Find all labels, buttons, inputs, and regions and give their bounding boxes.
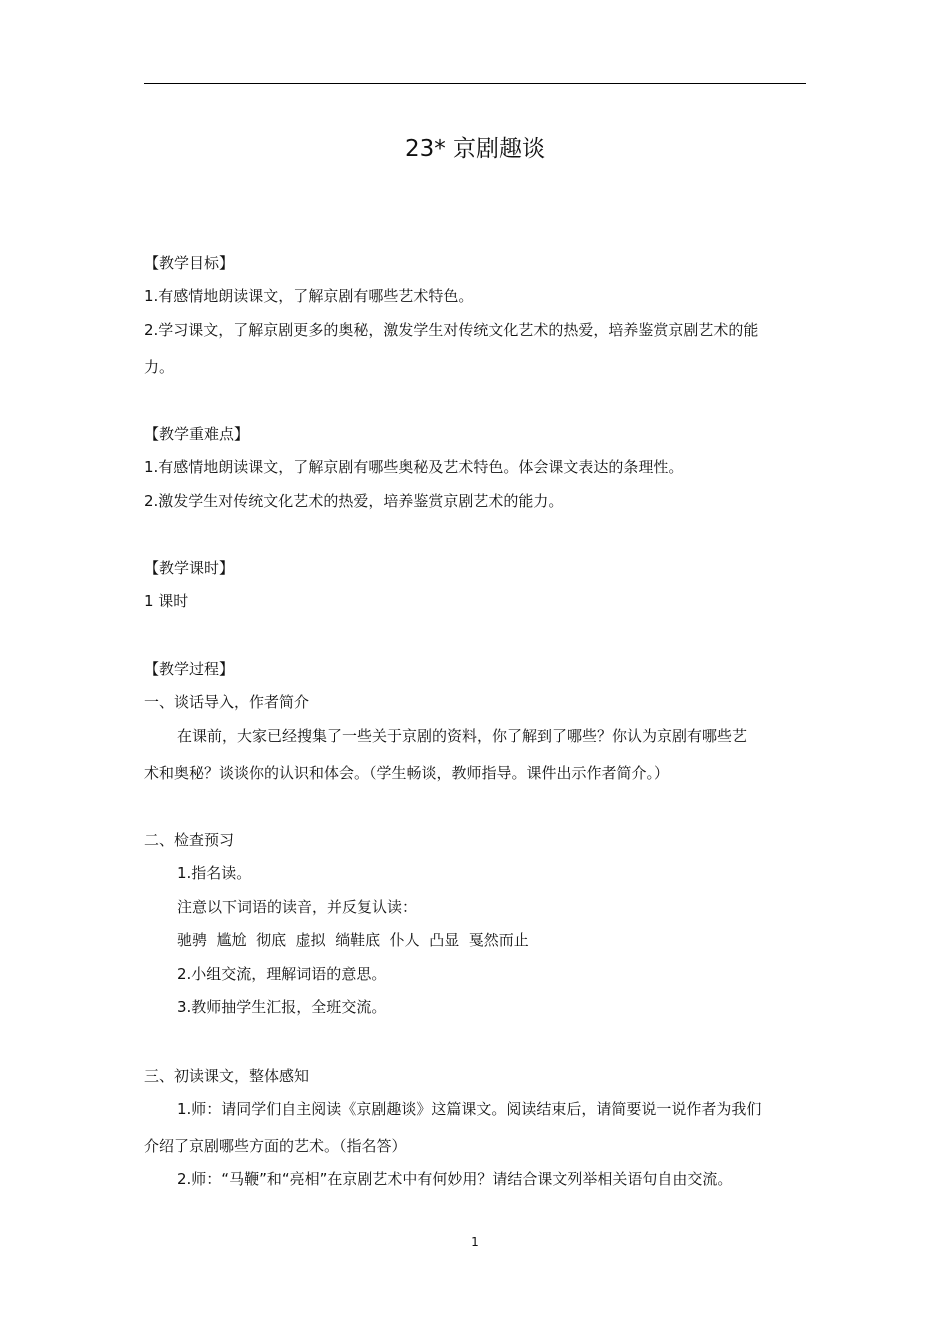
key-point-item-2: 2.激发学生对传统文化艺术的热爱，培养鉴赏京剧艺术的能力。 [144,492,564,510]
objective-item-2-line-2: 力。 [144,358,175,376]
class-hours-value: 1 课时 [144,592,189,610]
key-points-heading: 【教学重难点】 [144,425,250,443]
part-2-title: 二、检查预习 [144,831,235,849]
part-3-question-2: 2.师：“马鞭”和“亮相”在京剧艺术中有何妙用？请结合课文列举相关语句自由交流。 [177,1170,733,1188]
part-2-step-2: 2.小组交流，理解词语的意思。 [177,965,387,983]
process-heading: 【教学过程】 [144,660,235,678]
objective-item-1: 1.有感情地朗读课文，了解京剧有哪些艺术特色。 [144,287,474,305]
part-2-note: 注意以下词语的读音，并反复认读： [177,898,418,916]
key-point-item-1: 1.有感情地朗读课文，了解京剧有哪些奥秘及艺术特色。体会课文表达的条理性。 [144,458,684,476]
part-1-paragraph-line-1: 在课前，大家已经搜集了一些关于京剧的资料，你了解到了哪些？你认为京剧有哪些艺 [177,727,748,745]
page-number: 1 [471,1235,479,1249]
objectives-heading: 【教学目标】 [144,254,235,272]
objective-item-2-line-1: 2.学习课文，了解京剧更多的奥秘，激发学生对传统文化艺术的热爱，培养鉴赏京剧艺术的能 [144,321,759,339]
class-hours-heading: 【教学课时】 [144,559,235,577]
part-1-title: 一、谈话导入，作者简介 [144,693,310,711]
part-3-question-1-line-1: 1.师：请同学们自主阅读《京剧趣谈》这篇课文。阅读结束后，请简要说一说作者为我们 [177,1100,762,1118]
part-1-paragraph-line-2: 术和奥秘？谈谈你的认识和体会。（学生畅谈，教师指导。课件出示作者简介。） [144,764,670,782]
header-rule [144,83,806,84]
part-3-title: 三、初读课文，整体感知 [144,1067,310,1085]
part-2-step-1: 1.指名读。 [177,864,252,882]
document-title: 23* 京剧趣谈 [404,136,546,162]
part-3-question-1-line-2: 介绍了京剧哪些方面的艺术。（指名答） [144,1137,407,1155]
vocabulary-words: 驰骋 尴尬 彻底 虚拟 绱鞋底 仆人 凸显 戛然而止 [177,931,529,949]
part-2-step-3: 3.教师抽学生汇报，全班交流。 [177,998,387,1016]
